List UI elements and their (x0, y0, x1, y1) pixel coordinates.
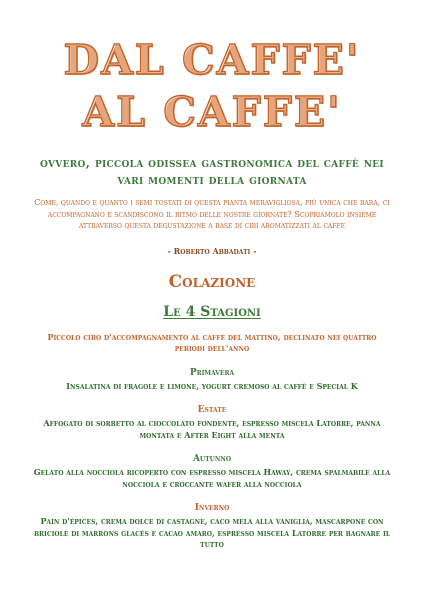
menu-item-autunno (0, 453, 424, 490)
title-line-1: DAL CAFFE' (63, 36, 361, 84)
group-description: Piccolo cibo d'accompagnamento al caffè del mattino, declinato nei quattro periodi dell'anno (47, 331, 377, 353)
item-name: Autunno (192, 454, 232, 464)
item-description: Insalatina di fragole e limone, yogurt cremoso al caffè e Special K (66, 380, 358, 391)
item-name: Primavera (189, 367, 235, 378)
group-title: Le 4 Stagioni (163, 303, 261, 320)
item-description: Pain d'épices, crema dolce di castagne, caco mela alla vaniglia, mascarpone con briciole di marrons glacés e cacao amaro, espresso miscela Latorre per bagnare il tutto (33, 516, 391, 549)
menu-item-primavera (0, 367, 424, 393)
item-name: Inverno (194, 503, 230, 513)
item-description: Gelato alla nocciola ricoperto con espresso miscela Haway, crema spalmabile alla nocciola e croccante wafer alla nocciola (33, 467, 391, 489)
author-line: - Roberto Abbadati - (167, 245, 257, 256)
page-title (0, 34, 424, 138)
menu-item-estate (0, 404, 424, 441)
title-line-2: AL CAFFE' (82, 88, 342, 136)
item-name: Estate (197, 405, 227, 415)
intro-text: Come, quando e quanto i semi tostati di questa pianta meravigliosa, più unica che rara, ci accompagnano e scandiscono il ritmo delle nostre giornate? Scopriamolo insieme attraverso questa degustazione a base di cibi aromatizzati al caffè (34, 198, 390, 230)
page-subtitle: ovvero, piccola odissea gastronomica del caffè nei vari momenti della giornata (40, 155, 384, 187)
section-title: Colazione (168, 271, 256, 292)
item-description: Affogato di sorbetto al cioccolato fondente, espresso miscela Latorre, panna montata e After Eight alla menta (43, 418, 381, 440)
menu-item-inverno (0, 502, 424, 551)
